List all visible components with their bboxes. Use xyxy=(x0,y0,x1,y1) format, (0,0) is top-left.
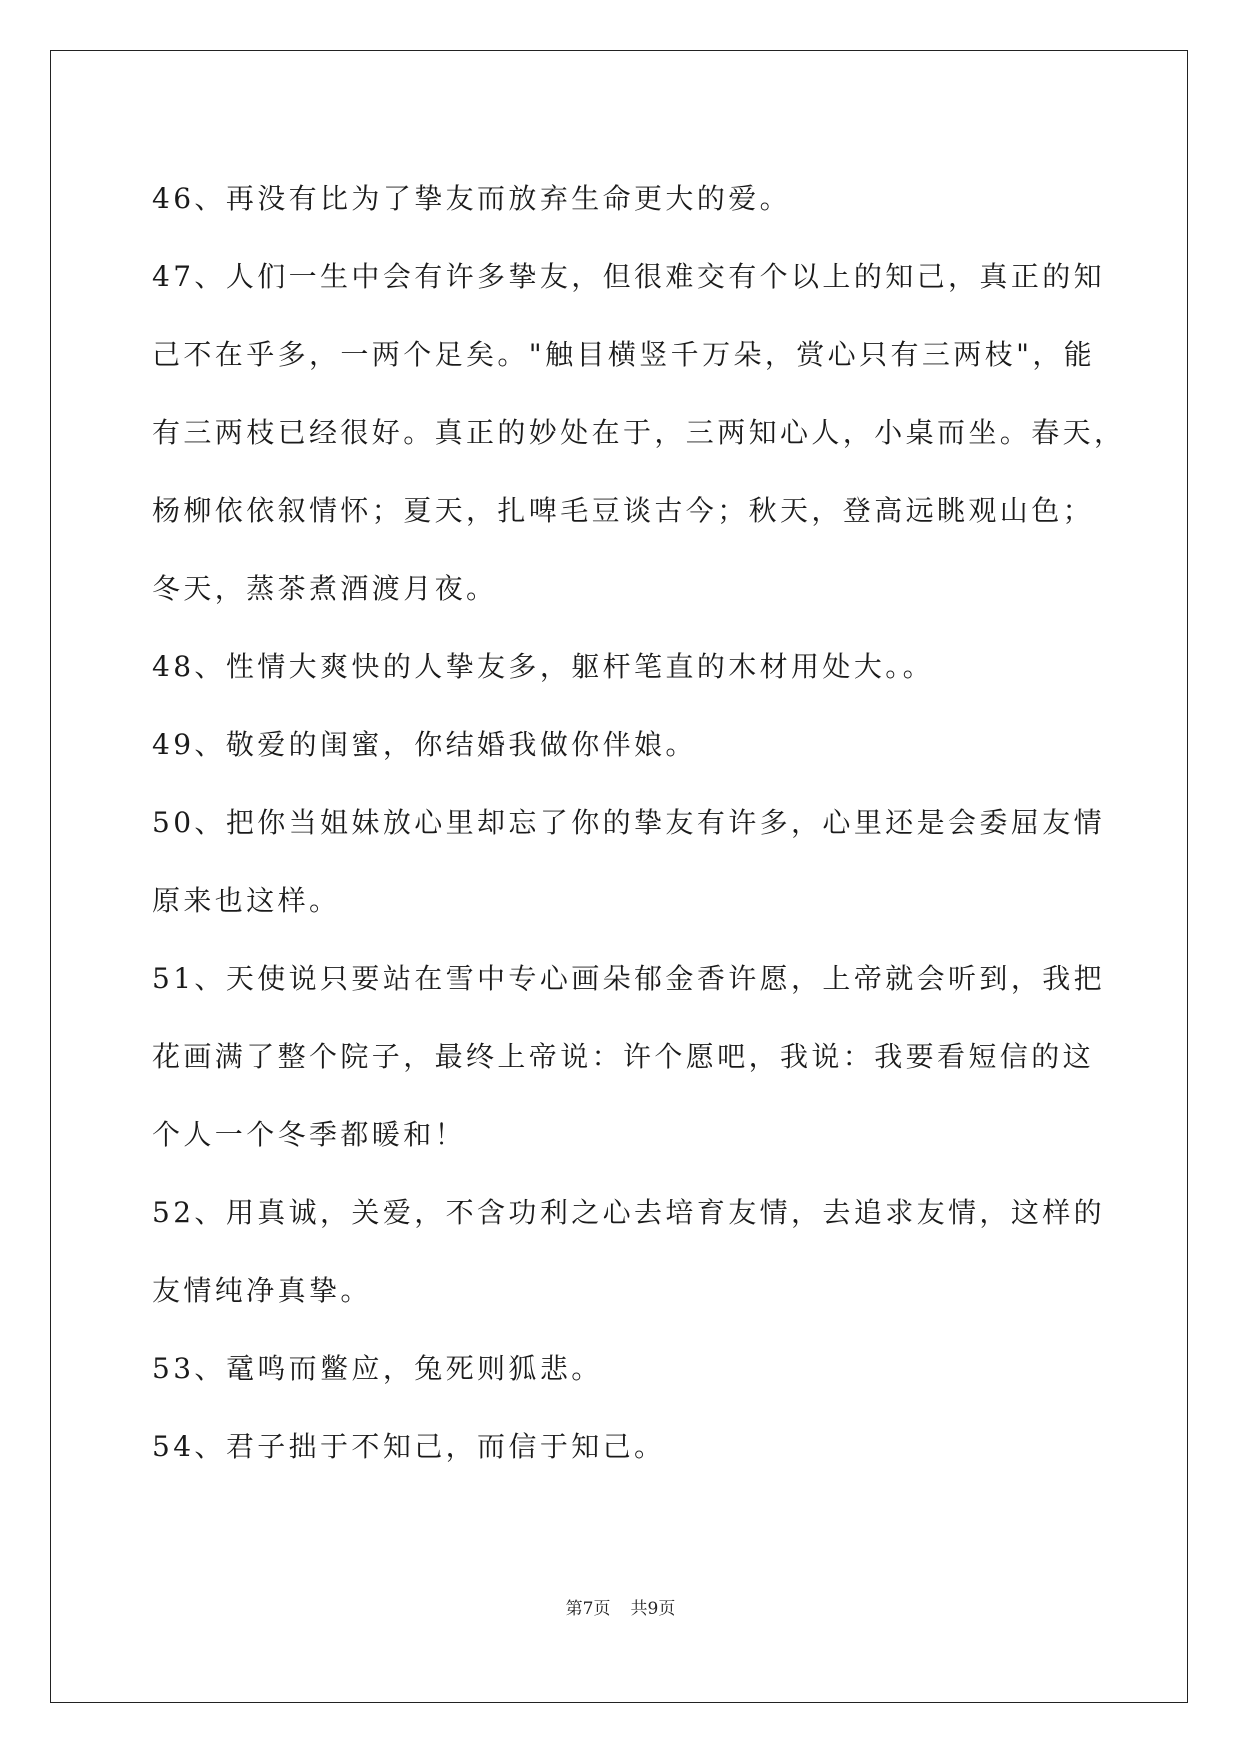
page-total: 共9页 xyxy=(630,1599,676,1619)
page-footer xyxy=(0,1594,1241,1619)
text-line: 51、天使说只要站在雪中专心画朵郁金香许愿，上帝就会听到，我把 xyxy=(152,962,1106,995)
document-body xyxy=(152,160,1126,1486)
text-line: 53、鼋鸣而鳖应，兔死则狐悲。 xyxy=(152,1352,603,1385)
text-line: 54、君子拙于不知己，而信于知己。 xyxy=(152,1430,666,1463)
text-line: 48、性情大爽快的人挚友多，躯杆笔直的木材用处大。。 xyxy=(152,650,935,683)
text-line: 个人一个冬季都暖和！ xyxy=(152,1118,467,1151)
text-line: 50、把你当姐妹放心里却忘了你的挚友有许多，心里还是会委屈友情 xyxy=(152,806,1106,839)
text-line: 46、再没有比为了挚友而放弃生命更大的爱。 xyxy=(152,182,792,215)
text-line: 冬天，蒸茶煮酒渡月夜。 xyxy=(152,572,498,605)
text-line: 有三两枝已经很好。真正的妙处在于，三两知心人，小桌而坐。春天， xyxy=(152,416,1126,449)
text-line: 原来也这样。 xyxy=(152,884,341,917)
text-line: 52、用真诚，关爱，不含功利之心去培育友情，去追求友情，这样的 xyxy=(152,1196,1106,1229)
page-number: 第7页 xyxy=(565,1599,611,1619)
text-line: 己不在乎多，一两个足矣。"触目横竖千万朵，赏心只有三两枝"，能 xyxy=(152,338,1096,371)
text-line: 友情纯净真挚。 xyxy=(152,1274,372,1307)
text-line: 49、敬爱的闺蜜，你结婚我做你伴娘。 xyxy=(152,728,697,761)
text-line: 花画满了整个院子，最终上帝说：许个愿吧，我说：我要看短信的这 xyxy=(152,1040,1095,1073)
text-line: 47、人们一生中会有许多挚友，但很难交有个以上的知己，真正的知 xyxy=(152,260,1106,293)
text-line: 杨柳依依叙情怀；夏天，扎啤毛豆谈古今；秋天，登高远眺观山色； xyxy=(152,494,1095,527)
